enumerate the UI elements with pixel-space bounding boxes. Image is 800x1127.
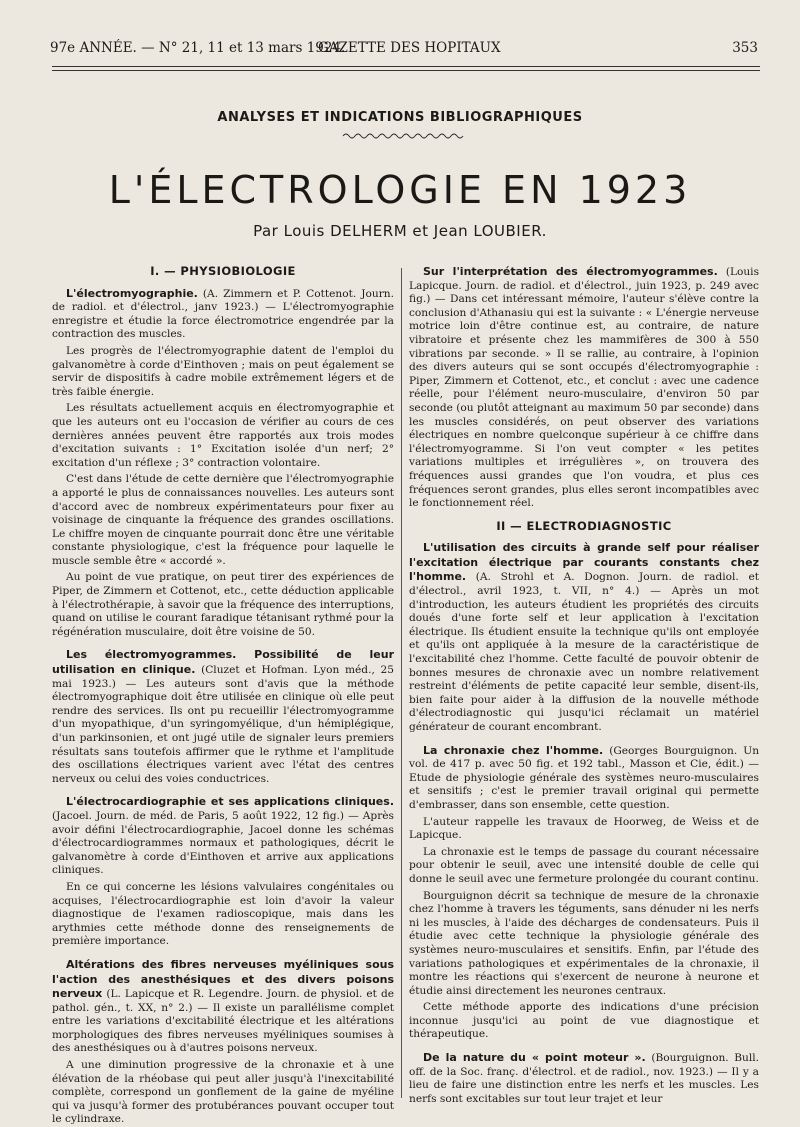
paragraph: Bourguignon décrit sa technique de mesure de la chronaxie chez l'homme à travers les téguments, sans dénuder ni les nerfs ni les muscles, à l'aide des décharges de condensateurs. Puis il étudie avec cette technique la physiologie générale des systèmes neuro-musculaires et sensitifs. Enfin, par l'étude des variations pathologiques et expérimentales de la chronaxie, il montre les réactions qui s'exercent de neurone à neurone et étudie ainsi directement les neurones centraux. xyxy=(409,889,759,997)
issue-info: 97e ANNÉE. — N° 21, 11 et 13 mars 1924. xyxy=(50,40,346,56)
heading-physiobiologie: I. — PHYSIOBIOLOGIE xyxy=(150,264,296,278)
article-point-moteur xyxy=(409,1051,759,1106)
paragraph: La chronaxie est le temps de passage du courant nécessaire pour obtenir le seuil, avec une intensité double de celle qui donne le seuil avec une fermeture prolongée du courant continu. xyxy=(409,845,759,885)
article-reference: (A. Zimmern et P. Cottenot. Journ. de radiol. et d'électrol., janv 1923.) xyxy=(52,287,394,314)
article-reference: (A. Strohl et A. Dognon. Journ. de radiol. et d'électrol., avril 1923, t. VII, n° 4.) xyxy=(409,571,759,598)
wavy-ornament xyxy=(343,132,463,140)
article-circuits-self xyxy=(409,541,759,734)
section-title: ANALYSES ET INDICATIONS BIBLIOGRAPHIQUES xyxy=(217,110,583,125)
article-body: — Après un mot d'introduction, les auteurs étudient les propriétés des circuits doués d'une forte self et leur application à l'excitation électrique. Ils étudient ensuite la technique qu'ils ont employée et qu'ils ont appliquée à la mesure de la caractéristique de l'excitabilité chez l'homme. Cette faculté de pouvoir obtenir de bonnes mesures de chronaxie avec un nombre relativement restreint d'éléments de petite capacité leur semble, disent-ils, bien faite pour aider à la diffusion de la nouvelle méthode d'électrodiagnostic qui jusqu'ici réclamait un matériel générateur de courant encombrant. xyxy=(409,585,759,733)
article-interpretation xyxy=(409,265,759,511)
article-body: — Il y a lieu de faire une distinction entre les nerfs et les muscles. Les nerfs sont excitables sur tout leur trajet et leur xyxy=(409,1065,760,1105)
article-reference: (Bourguignon. Bull. off. de la Soc. franç. d'électrol. et de radiol., nov. 1923.) xyxy=(409,1052,760,1078)
column-separator xyxy=(401,268,402,1098)
article-reference: (Jacoel. Journ. de méd. de Paris, 5 août 1922, 12 fig.) xyxy=(52,809,345,822)
article-chronaxie xyxy=(409,744,759,1042)
article-electromyographie xyxy=(52,287,394,640)
paragraph: En ce qui concerne les lésions valvulaires congénitales ou acquises, l'électrocardiographie est loin d'avoir la valeur diagnostique de l'examen radioscopique, mais dans les arythmies cette méthode donne des renseignements de première importance. xyxy=(52,880,394,948)
article-body: — Après avoir défini l'électrocardiographie, Jacoel donne les schémas d'électrocardiogrammes normaux et pathologiques, décrit le galvanomètre à corde d'Einthoven et arrive aux applications cliniques. xyxy=(52,809,394,877)
article-electrocardiographie xyxy=(52,795,394,949)
paragraph: C'est dans l'étude de cette dernière que l'électromyographie a apporté le plus de connaissances nouvelles. Les auteurs sont d'accord avec de nombreux expérimentateurs pour fixer au voisinage de cinquante la fréquence des grandes oscillations. Le chiffre moyen de cinquante pourrait donc être une véritable constante physiologique, c'est la fréquence pour laquelle le muscle semble être « accordé ». xyxy=(52,473,394,567)
article-body: — Il existe un parallélisme complet entre les variations d'excitabilité électrique et les altérations morphologiques des fibres nerveuses myéliniques soumises à des anesthésiques ou à d'autres poisons nerveux. xyxy=(52,1001,394,1055)
article-lead: L'utilisation des circuits à grande self pour réaliser l'excitation électrique par courants constants chez l'homme. xyxy=(409,541,759,584)
article-lead: Sur l'interprétation des électromyogrammes. xyxy=(423,265,718,278)
paragraph: L'auteur rappelle les travaux de Hoorweg, de Weiss et de Lapicque. xyxy=(409,815,759,842)
article-reference: (L. Lapicque et R. Legendre. Journ. de physiol. et de pathol. gén., t. XX, n° 2.) xyxy=(52,988,394,1014)
running-head xyxy=(50,40,758,60)
article-reference: (Cluzet et Hofman. Lyon méd., 25 mai 1923.) xyxy=(52,664,394,690)
article-body: — Les auteurs sont d'avis que la méthode électromyographique doit être utilisée en clinique où elle peut rendre des services. Ils ont pu recueillir l'électromyogramme d'un myopathique, d'un syringomyélique, d'un hémiplégique, d'un parkinsonien, et ont jugé utile de signaler leurs premiers résultats sans toutefois affirmer que le rythme et l'amplitude des oscillations électriques varient avec l'état des centres nerveux ou celui des voies conductrices. xyxy=(52,677,395,785)
right-column xyxy=(409,265,759,1105)
paragraph: A une diminution progressive de la chronaxie et à une élévation de la rhéobase qui peut aller jusqu'à l'inexcitabilité complète, correspond un gonflement de la gaine de myéline qui va jusqu'à former des protubérances pouvant occuper tout le cylindraxe. xyxy=(52,1059,394,1126)
article-body: — Etude de physiologie générale des systèmes neuro-musculaires et sensitifs ; c'est le premier travail original qui permette d'embrasser, dans son ensemble, cette question. xyxy=(409,758,759,811)
article-reference: (Louis Lapicque. Journ. de radiol. et d'électrol., juin 1923, p. 249 avec fig.) xyxy=(409,266,760,306)
article-title: L'ÉLECTROLOGIE EN 1923 xyxy=(108,168,692,212)
article-lead: Altérations des fibres nerveuses myéliniques sous l'action des anesthésiques et des divers poisons nerveux xyxy=(52,957,394,1001)
article-body: — Dans cet intéressant mémoire, l'auteur s'élève contre la conclusion d'Athanasiu qui est la suivante : « L'énergie nerveuse motrice loin d'être continue est, au contraire, de nature vibratoire et présente chez les mammifères de 300 à 550 vibrations par seconde. » Il se rallie, au contraire, à l'opinion des divers auteurs qui se sont occupés d'électromyographie : Piper, Zimmern et Cottenot, etc., et conclut : avec une cadence réelle, pour l'élément neuro-musculaire, d'environ 50 par seconde (ou plutôt atteignant au maximum 50 par seconde) dans les muscles considérés, on peut observer des variations électriques en nombre quelconque supérieur à ce chiffre dans l'électromyogramme. Si l'on veut compter « les petites variations multiples et irrégulières », on trouvera des fréquences aussi grandes que l'on voudra, et plus ces fréquences seront grandes, plus elles seront incompatibles avec le fonctionnement réel. xyxy=(409,293,759,510)
article-lead: La chronaxie chez l'homme. xyxy=(423,743,604,757)
journal-name: GAZETTE DES HOPITAUX xyxy=(318,40,501,56)
article-lead: Les électromyogrammes. Possibilité de leur utilisation en clinique. xyxy=(52,648,394,677)
heading-electrodiagnostic: II — ELECTRODIAGNOSTIC xyxy=(496,518,672,533)
paragraph: Les résultats actuellement acquis en électromyographie et que les auteurs ont eu l'occasion de vérifier au cours de ces dernières années peuvent être rapportés aux trois modes d'excitation suivants : 1° Excitation isolée d'un nerf; 2° excitation d'un réflexe ; 3° contraction volontaire. xyxy=(52,402,394,469)
article-body: — L'électromyographie enregistre et étudie la force électromotrice engendrée par la contraction des muscles. xyxy=(52,301,394,341)
paragraph: Les progrès de l'électromyographie datent de l'emploi du galvanomètre à corde d'Einthoven ; mais on peut également se servir de dispositifs à cadre mobile extrêmement légers et de très faible énergie. xyxy=(52,344,394,398)
paragraph: Cette méthode apporte des indications d'une précision inconnue jusqu'ici au point de vue diagnostique et thérapeutique. xyxy=(409,1001,759,1041)
byline: Par Louis DELHERM et Jean LOUBIER. xyxy=(253,222,547,240)
article-lead: L'électromyographie. xyxy=(66,286,198,300)
article-fibres-nerveuses xyxy=(52,958,394,1127)
page-number: 353 xyxy=(732,40,758,56)
article-electromyogrammes xyxy=(52,648,394,786)
paragraph: Au point de vue pratique, on peut tirer des expériences de Piper, de Zimmern et Cottenot, etc., cette déduction applicable à l'électrothérapie, à savoir que la fréquence des interruptions, quand on utilise le courant faradique tétanisant rythmé pour la régénération musculaire, doit être voisine de 50. xyxy=(52,571,394,638)
article-lead: De la nature du « point moteur ». xyxy=(423,1051,646,1065)
left-column xyxy=(52,264,395,1126)
header-rule-bottom xyxy=(52,70,760,71)
header-rule-top xyxy=(52,66,760,67)
article-reference: (Georges Bourguignon. Un vol. de 417 p. avec 50 fig. et 192 tabl., Masson et Cie, édit.) xyxy=(409,744,760,771)
article-lead: L'électrocardiographie et ses applications cliniques. xyxy=(66,795,394,809)
